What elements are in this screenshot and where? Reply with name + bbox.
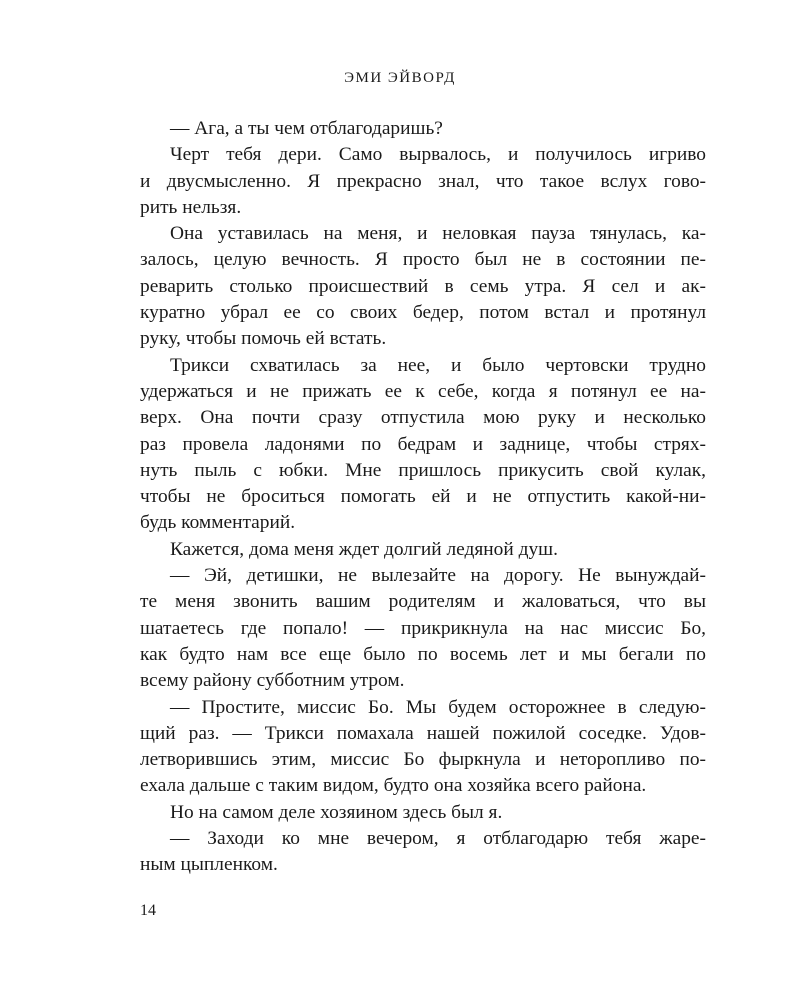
- text-line: Но на самом деле хозяином здесь был я.: [170, 801, 503, 823]
- paragraph: [140, 695, 706, 800]
- paragraph: [140, 353, 706, 537]
- text-line: залось, целую вечность. Я просто был не в состоянии пе-: [140, 249, 706, 271]
- text-line: ным цыпленком.: [140, 854, 278, 876]
- paragraph: [140, 563, 706, 694]
- text-line: — Простите, миссис Бо. Мы будем осторожнее в следую-: [170, 696, 706, 718]
- text-line: Кажется, дома меня ждет долгий ледяной душ.: [170, 538, 558, 560]
- text-line: ехала дальше с таким видом, будто она хозяйка всего района.: [140, 775, 647, 797]
- text-line: Черт тебя дери. Само вырвалось, и получилось игриво: [170, 144, 706, 166]
- text-line: — Ага, а ты чем отблагодаришь?: [170, 118, 443, 139]
- text-line: куратно убрал ее со своих бедер, потом встал и протянул: [140, 302, 706, 324]
- text-line: летворившись этим, миссис Бо фыркнула и неторопливо по-: [140, 749, 706, 771]
- text-line: руку, чтобы помочь ей встать.: [140, 328, 387, 350]
- text-line: верх. Она почти сразу отпустила мою руку и несколько: [140, 407, 706, 429]
- text-line: щий раз. — Трикси помахала нашей пожилой соседке. Удов-: [140, 722, 706, 744]
- paragraph: [140, 800, 706, 826]
- text-line: всему району субботним утром.: [140, 670, 405, 692]
- text-line: — Заходи ко мне вечером, я отблагодарю тебя жаре-: [170, 828, 706, 850]
- text-line: Она уставилась на меня, и неловкая пауза тянулась, ка-: [170, 223, 706, 245]
- text-line: нуть пыль с юбки. Мне пришлось прикусить свой кулак,: [140, 459, 706, 481]
- paragraph: [140, 537, 706, 563]
- text-line: как будто нам все еще было по восемь лет и мы бегали по: [140, 643, 706, 665]
- text-line: чтобы не броситься помогать ей и не отпустить какой-ни-: [140, 486, 706, 508]
- text-line: шатаетесь где попало! — прикрикнула на нас миссис Бо,: [140, 617, 706, 639]
- text-line: раз провела ладонями по бедрам и заднице, чтобы стрях-: [140, 433, 706, 455]
- paragraph: [140, 116, 706, 142]
- paragraph: [140, 826, 706, 879]
- text-line: будь комментарий.: [140, 512, 296, 534]
- text-line: удержаться и не прижать ее к себе, когда я потянул ее на-: [140, 380, 706, 402]
- text-line: те меня звонить вашим родителям и жаловаться, что вы: [140, 591, 706, 613]
- text-line: рить нельзя.: [140, 196, 242, 218]
- paragraph: [140, 142, 706, 221]
- text-line: — Эй, детишки, не вылезайте на дорогу. Не вынуждай-: [170, 565, 706, 587]
- running-header: ЭМИ ЭЙВОРД: [344, 70, 456, 86]
- body-text: [140, 116, 706, 879]
- text-line: реварить столько происшествий в семь утра. Я сел и ак-: [140, 275, 706, 297]
- text-line: и двусмысленно. Я прекрасно знал, что такое вслух гово-: [140, 170, 706, 192]
- page-number: 14: [140, 902, 156, 919]
- paragraph: [140, 221, 706, 352]
- text-line: Трикси схватилась за нее, и было чертовски трудно: [170, 354, 706, 376]
